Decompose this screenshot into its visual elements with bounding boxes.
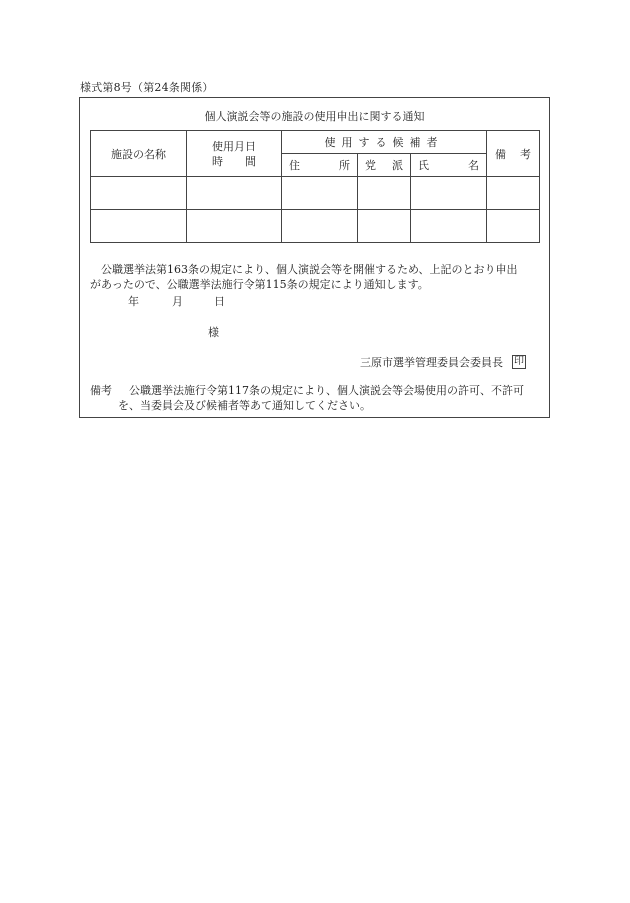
header-party: 党 派 [358, 154, 411, 177]
note-line2: を、当委員会及び候補者等あて通知してください。 [118, 399, 371, 412]
table-row [91, 210, 540, 243]
header-use-date [187, 131, 282, 177]
seal-mark: 印 [514, 356, 524, 367]
facility-table [90, 130, 540, 243]
cell-name[interactable] [411, 177, 487, 210]
document-title: 個人演説会等の施設の使用申出に関する通知 [204, 110, 425, 123]
addressee-suffix: 様 [208, 326, 219, 339]
form-number: 様式第8号（第24条関係） [80, 81, 214, 94]
remarks-note [90, 383, 524, 413]
header-facility-name: 施設の名称 [91, 131, 187, 177]
header-remarks: 備 考 [487, 131, 540, 177]
header-use-date-line2: 時 間 [212, 154, 256, 168]
date-day: 日 [214, 295, 225, 308]
cell-party[interactable] [358, 210, 411, 243]
signer-line [360, 354, 526, 370]
cell-party[interactable] [358, 177, 411, 210]
header-candidate-group: 使用する候補者 [282, 131, 487, 154]
body-text-line2: があったので、公職選挙法施行令第115条の規定により通知します。 [90, 278, 429, 291]
header-use-date-line1: 使用月日 [212, 139, 256, 153]
date-line [128, 293, 225, 309]
signer-title: 三原市選挙管理委員会委員長 [360, 356, 503, 369]
note-label: 備考 [90, 384, 112, 397]
body-text-line1: 公職選挙法第163条の規定により、個人演説会等を開催するため、上記のとおり申出 [101, 263, 518, 276]
cell-facility-name[interactable] [91, 210, 187, 243]
date-year: 年 [128, 295, 139, 308]
cell-facility-name[interactable] [91, 177, 187, 210]
date-month: 月 [172, 295, 183, 308]
cell-use-date[interactable] [187, 210, 282, 243]
cell-address[interactable] [282, 210, 358, 243]
cell-remarks[interactable] [487, 177, 540, 210]
cell-name[interactable] [411, 210, 487, 243]
cell-address[interactable] [282, 177, 358, 210]
cell-use-date[interactable] [187, 177, 282, 210]
notice-form [79, 97, 550, 418]
table-row [91, 177, 540, 210]
cell-remarks[interactable] [487, 210, 540, 243]
header-name: 氏 名 [411, 154, 487, 177]
header-address: 住 所 [282, 154, 358, 177]
note-line1: 公職選挙法施行令第117条の規定により、個人演説会等会場使用の許可、不許可 [129, 384, 524, 397]
table-header-row [91, 131, 540, 154]
